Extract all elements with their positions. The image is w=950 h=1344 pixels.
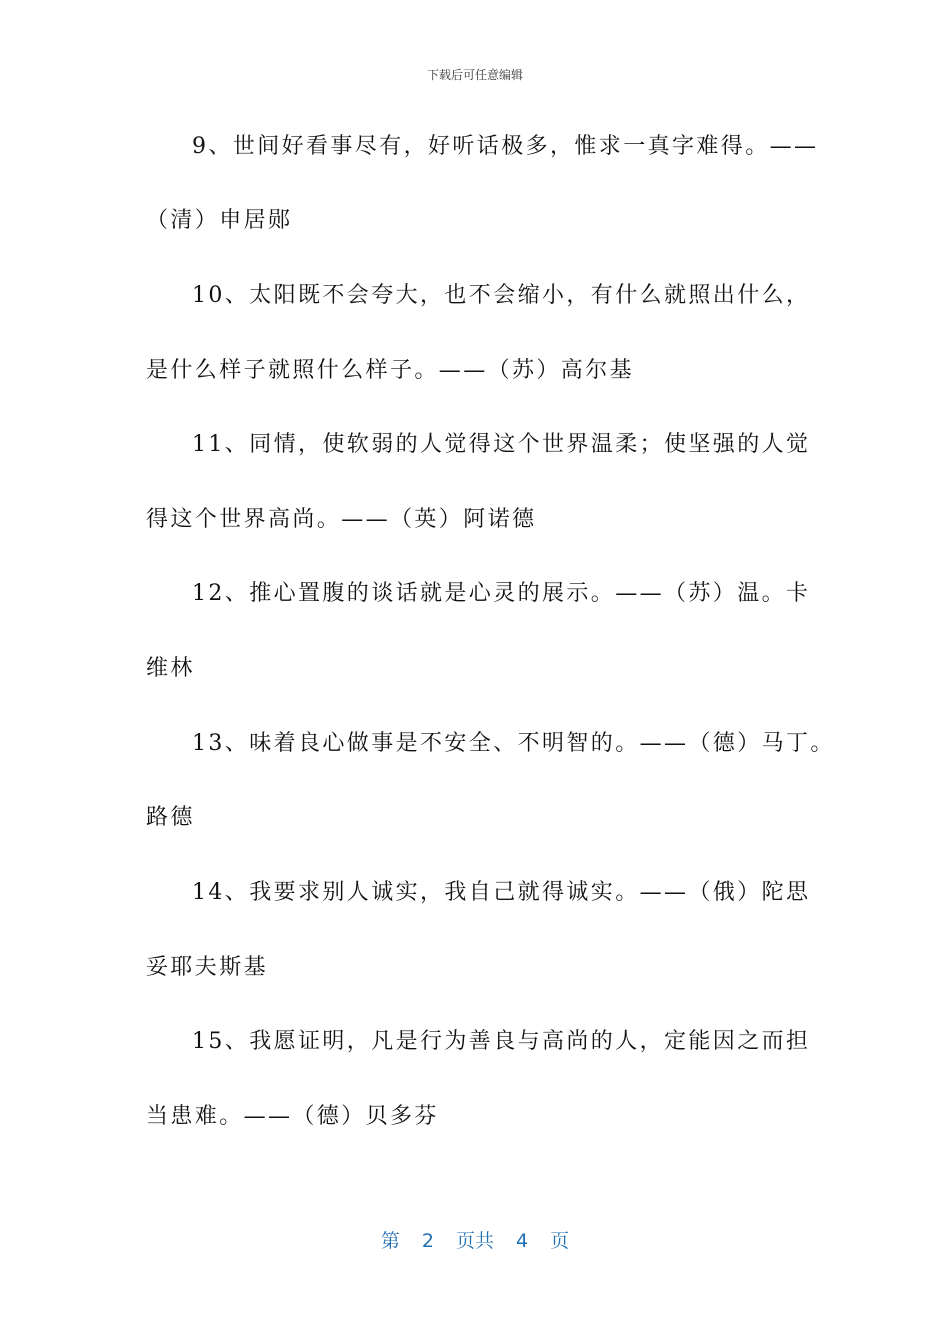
page-footer xyxy=(0,1226,950,1253)
quote-9-line-2: （清）申居郧 xyxy=(146,208,293,233)
quote-11-line-1: 11、同情，使软弱的人觉得这个世界温柔；使坚强的人觉 xyxy=(192,432,811,457)
quote-10-line-2: 是什么样子就照什么样子。——（苏）高尔基 xyxy=(146,358,635,383)
page-header: 下载后可任意编辑 xyxy=(426,68,523,82)
quote-15-line-1: 15、我愿证明，凡是行为善良与高尚的人，定能因之而担 xyxy=(192,1029,811,1054)
quote-15-line-2: 当患难。——（德）贝多芬 xyxy=(146,1104,439,1129)
quote-10-line-1: 10、太阳既不会夸大，也不会缩小，有什么就照出什么， xyxy=(192,283,811,308)
footer-label-of: 页共 xyxy=(455,1230,494,1252)
footer-label-end: 页 xyxy=(550,1230,570,1252)
quote-11-line-2: 得这个世界高尚。——（英）阿诺德 xyxy=(146,507,537,532)
footer-current-page: 2 xyxy=(421,1230,434,1252)
quote-13-line-1: 13、味着良心做事是不安全、不明智的。——（德）马丁。 xyxy=(192,731,835,756)
footer-total-pages: 4 xyxy=(516,1230,529,1252)
quote-14-line-2: 妥耶夫斯基 xyxy=(146,955,269,980)
quote-14-line-1: 14、我要求别人诚实，我自己就得诚实。——（俄）陀思 xyxy=(192,880,811,905)
quote-12-line-2: 维林 xyxy=(146,656,195,681)
quote-9-line-1: 9、世间好看事尽有，好听话极多，惟求一真字难得。—— xyxy=(192,134,819,159)
footer-label-page: 第 xyxy=(380,1230,400,1252)
quote-12-line-1: 12、推心置腹的谈话就是心灵的展示。——（苏）温。卡 xyxy=(192,581,811,606)
quote-13-line-2: 路德 xyxy=(146,805,195,830)
